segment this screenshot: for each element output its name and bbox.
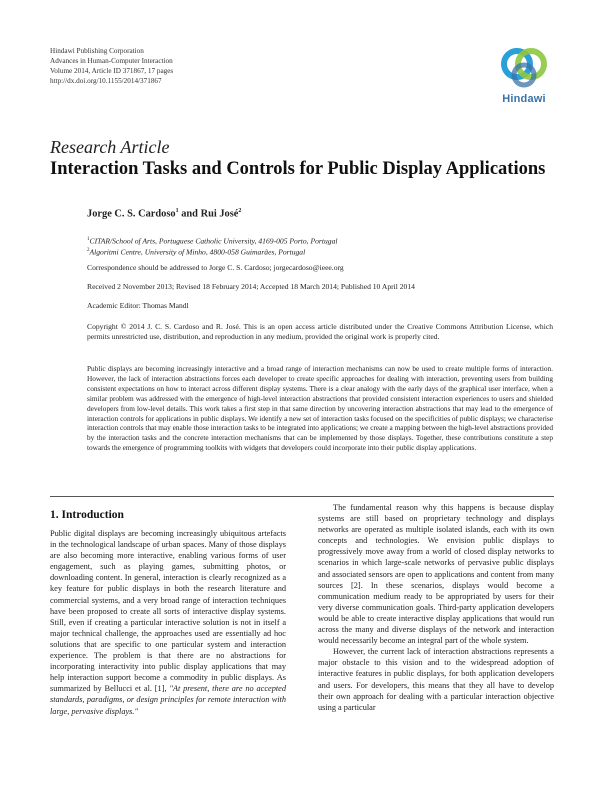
volume-info: Volume 2014, Article ID 371867, 17 pages <box>50 67 174 75</box>
author-joiner: and <box>178 208 201 220</box>
journal-name: Advances in Human-Computer Interaction <box>50 57 173 65</box>
left-column <box>50 528 286 717</box>
affiliation <box>87 245 305 258</box>
academic-editor: Academic Editor: Thomas Mandl <box>87 301 189 310</box>
author-list <box>87 208 241 219</box>
journal-header <box>50 46 173 86</box>
doi-link[interactable]: http://dx.doi.org/10.1155/2014/371867 <box>50 77 162 85</box>
section-heading: 1. Introduction <box>50 509 124 521</box>
quote-text: "At present, there are no accepted standards, paradigms, or design principles for remote interaction with large, pervasive displays." <box>50 684 286 716</box>
hindawi-logo-text: Hindawi <box>502 93 546 105</box>
body-paragraph: However, the current lack of interaction abstractions represents a major obstacle to this vision and to the widespread adoption of interactive features in public displays, for both application developers and users. For developers, this means that they all have to develop their own approach for dealing with a particular interaction objective using a particular <box>318 647 554 712</box>
correspondence: Correspondence should be addressed to Jorge C. S. Cardoso; jorgecardoso@ieee.org <box>87 263 344 272</box>
publisher-name: Hindawi Publishing Corporation <box>50 47 144 55</box>
author-affiliation-mark: 1 <box>175 208 179 214</box>
affiliation-text: CITAR/School of Arts, Portuguese Catholic University, 4169-005 Porto, Portugal <box>89 236 338 246</box>
article-title: Interaction Tasks and Controls for Public Display Applications <box>50 159 546 179</box>
author-affiliation-mark: 2 <box>238 208 242 214</box>
author-name: Jorge C. S. Cardoso <box>87 208 176 220</box>
publication-dates: Received 2 November 2013; Revised 18 February 2014; Accepted 18 March 2014; Published 10 April 2014 <box>87 282 415 291</box>
paragraph-text: Public digital displays are becoming increasingly ubiquitous artefacts in the technological landscape of urban spaces. Many of those displays are also becoming more interactive, enabling various forms of user engagement, such as playing games, submitting photos, or downloading content. In general, interaction is clearly recognized as a key feature for public displays in both the research literature and commercial systems, and a very broad range of interaction techniques have been proposed to create all sorts of interactive display systems. Still, even if creating a particular interactive solution is not in itself a major technical challenge, the approaches used are essentially ad hoc solutions that are specific to one particular system and interaction experience. The problem is that there are no abstractions for incorporating interactivity into public display applications that may help interaction support become a commodity in public displays. As summarized by Bellucci et al. [1], <box>50 529 286 694</box>
article-type: Research Article <box>50 137 170 157</box>
right-column <box>318 502 554 713</box>
affiliation-text: Algoritmi Centre, University of Minho, 4800-058 Guimarães, Portugal <box>89 247 306 257</box>
affiliation-mark: 2 <box>87 248 90 253</box>
author-name: Rui José <box>200 208 239 220</box>
hindawi-logo-mark <box>494 44 554 92</box>
copyright-notice: Copyright © 2014 J. C. S. Cardoso and R. José. This is an open access article distributed under the Creative Commons Attribution License, which permits unrestricted use, distribution, and reproduction in any medium, provided the original work is properly cited. <box>87 322 553 342</box>
body-paragraph: The fundamental reason why this happens is because display systems are still based on proprietary technology and displays networks are operated as multiple isolated islands, each with its own concepts and technologies. We envision public displays to progressively move away from a world of closed display networks to scenarios in which large-scale networks of pervasive public displays and associated sensors are open to applications and content from many sources [2]. In these scenarios, displays would become a communication medium ready to be appropriated by users for their very diverse communication goals. Third-party application developers would be able to create interactive display applications that would run across the many and diverse displays of the network and interaction would necessarily become an integral part of the whole system. <box>318 503 554 646</box>
hindawi-logo <box>494 44 554 106</box>
body-paragraph <box>50 528 286 717</box>
abstract: Public displays are becoming increasingly interactive and a broad range of interaction mechanisms can now be used to create multiple forms of interaction. However, the lack of interaction abstractions forces each developer to create specific approaches for dealing with interaction, preventing users from building consistent expectations on how to interact across different display systems. There is a clear analogy with the early days of the graphical user interface, when a similar problem was addressed with the emergence of high-level interaction abstractions that provided consistent interaction experiences to users and shielded developers from low-level details. This work takes a first step in that same direction by uncovering interaction abstractions that may lead to the emergence of interaction controls for applications in public displays. We identify a new set of interaction tasks focused on the specificities of public displays; we characterise interaction controls that may enable those interaction tasks to be integrated into applications; we create a mapping between the high-level abstractions provided by the interaction tasks and the concrete interaction mechanisms that can be implemented by those displays. Together, these contributions constitute a step towards the emergence of programming toolkits with widgets that developers could incorporate into their public display applications. <box>87 364 553 453</box>
affiliation-mark: 1 <box>87 237 90 242</box>
section-divider <box>50 496 554 497</box>
